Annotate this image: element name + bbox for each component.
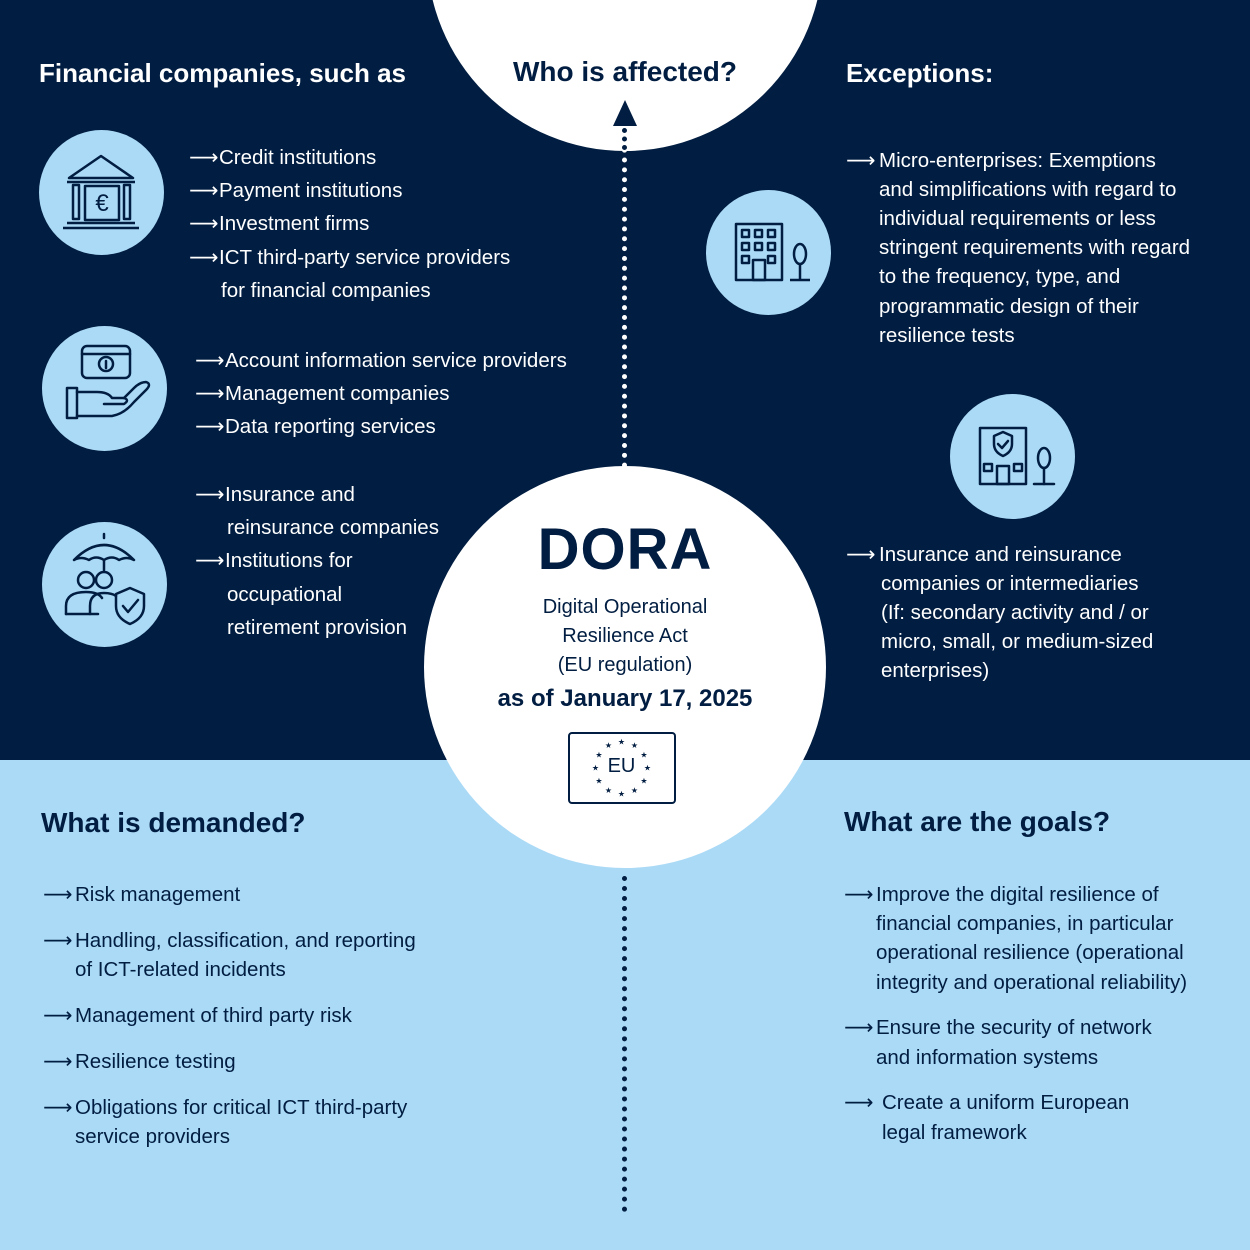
eu-star: ★ [604, 786, 613, 796]
list-item-continued: and information systems [876, 1046, 1099, 1069]
eu-star: ★ [595, 750, 603, 760]
eu-star: ★ [630, 740, 639, 750]
dotted-connector-bottom [622, 876, 627, 1212]
eu-star: ★ [640, 776, 648, 786]
dora-title: DORA [537, 517, 713, 582]
list-item: ⟶ Insurance and reinsurance [846, 543, 1122, 566]
eu-star: ★ [630, 786, 639, 796]
dora-date: as of January 17, 2025 [497, 685, 753, 712]
list-item-continued: retirement provision [227, 616, 408, 639]
arrow-up-icon [610, 98, 640, 128]
list-item-continued: stringent requirements with regard [879, 236, 1191, 259]
eu-star: ★ [640, 750, 648, 760]
list-item-continued: (If: secondary activity and / or [881, 601, 1149, 624]
list-item-continued: integrity and operational reliability) [876, 971, 1188, 994]
bank-euro-icon [39, 130, 164, 255]
demanded-heading: What is demanded? [41, 807, 306, 838]
list-item: ⟶ Management of third party risk [43, 1004, 352, 1027]
list-item-continued: operational resilience (operational [876, 941, 1184, 964]
svg-text:€: € [95, 190, 109, 217]
list-item: ⟶Credit institutions [189, 146, 377, 169]
list-item: ⟶Investment firms [189, 212, 370, 235]
eu-label: EU [607, 755, 636, 777]
list-item-continued: to the frequency, type, and [879, 265, 1121, 288]
list-item: ⟶ICT third-party service providers [189, 246, 511, 269]
list-item: ⟶Account information service providers [195, 349, 567, 372]
list-item: ⟶ Handling, classification, and reporting [43, 929, 416, 952]
building-tree-icon [706, 190, 831, 315]
list-item: ⟶Payment institutions [189, 179, 403, 202]
list-item-continued: individual requirements or less [879, 207, 1156, 230]
who-affected-heading: Who is affected? [512, 56, 737, 87]
list-item-continued: micro, small, or medium-sized [881, 630, 1154, 653]
dotted-connector-top [622, 128, 627, 468]
eu-star: ★ [617, 789, 626, 799]
list-item: ⟶ Obligations for critical ICT third-party [43, 1096, 408, 1119]
list-item: ⟶ Improve the digital resilience of [844, 883, 1159, 906]
list-item-continued: financial companies, in particular [876, 912, 1174, 935]
list-item: ⟶ Ensure the security of network [844, 1016, 1152, 1039]
list-item-continued: service providers [75, 1125, 230, 1148]
eu-star: ★ [604, 740, 613, 750]
list-item-continued: programmatic design of their [879, 295, 1139, 318]
umbrella-people-shield-icon [42, 522, 167, 647]
list-item-continued: legal framework [882, 1121, 1027, 1144]
list-item: ⟶Management companies [195, 382, 450, 405]
list-item: ⟶Insurance and [195, 483, 355, 506]
financial-companies-heading: Financial companies, such as [39, 58, 407, 88]
dora-subtitle-line: Resilience Act [562, 625, 688, 647]
exceptions-heading: Exceptions: [846, 58, 994, 88]
list-item-continued: for financial companies [221, 279, 431, 302]
list-item-continued: reinsurance companies [227, 516, 439, 539]
dotted-connector-top-start [622, 128, 627, 150]
list-item: ⟶ Create a uniform European [844, 1091, 1130, 1114]
hand-card-icon [42, 326, 167, 451]
dora-subtitle-line: Digital Operational [542, 596, 708, 618]
eu-star: ★ [643, 763, 652, 773]
list-item: ⟶ Risk management [43, 883, 241, 906]
eu-star: ★ [617, 737, 626, 747]
goals-heading: What are the goals? [844, 806, 1111, 837]
list-item-continued: companies or intermediaries [881, 572, 1139, 595]
eu-star: ★ [595, 776, 603, 786]
building-shield-tree-icon [950, 394, 1075, 519]
dora-circle [424, 466, 826, 868]
list-item-continued: enterprises) [881, 659, 990, 682]
list-item-continued: and simplifications with regard to [879, 178, 1177, 201]
list-item-continued: resilience tests [879, 324, 1015, 347]
eu-star: ★ [591, 763, 600, 773]
list-item: ⟶ Resilience testing [43, 1050, 236, 1073]
list-item: ⟶Institutions for [195, 549, 353, 572]
list-item: ⟶ Micro-enterprises: Exemptions [846, 149, 1156, 172]
eu-flag-icon [568, 732, 676, 804]
list-item: ⟶Data reporting services [195, 415, 436, 438]
list-item-continued: occupational [227, 583, 343, 606]
dora-subtitle-line: (EU regulation) [557, 654, 693, 676]
list-item-continued: of ICT-related incidents [75, 958, 286, 981]
